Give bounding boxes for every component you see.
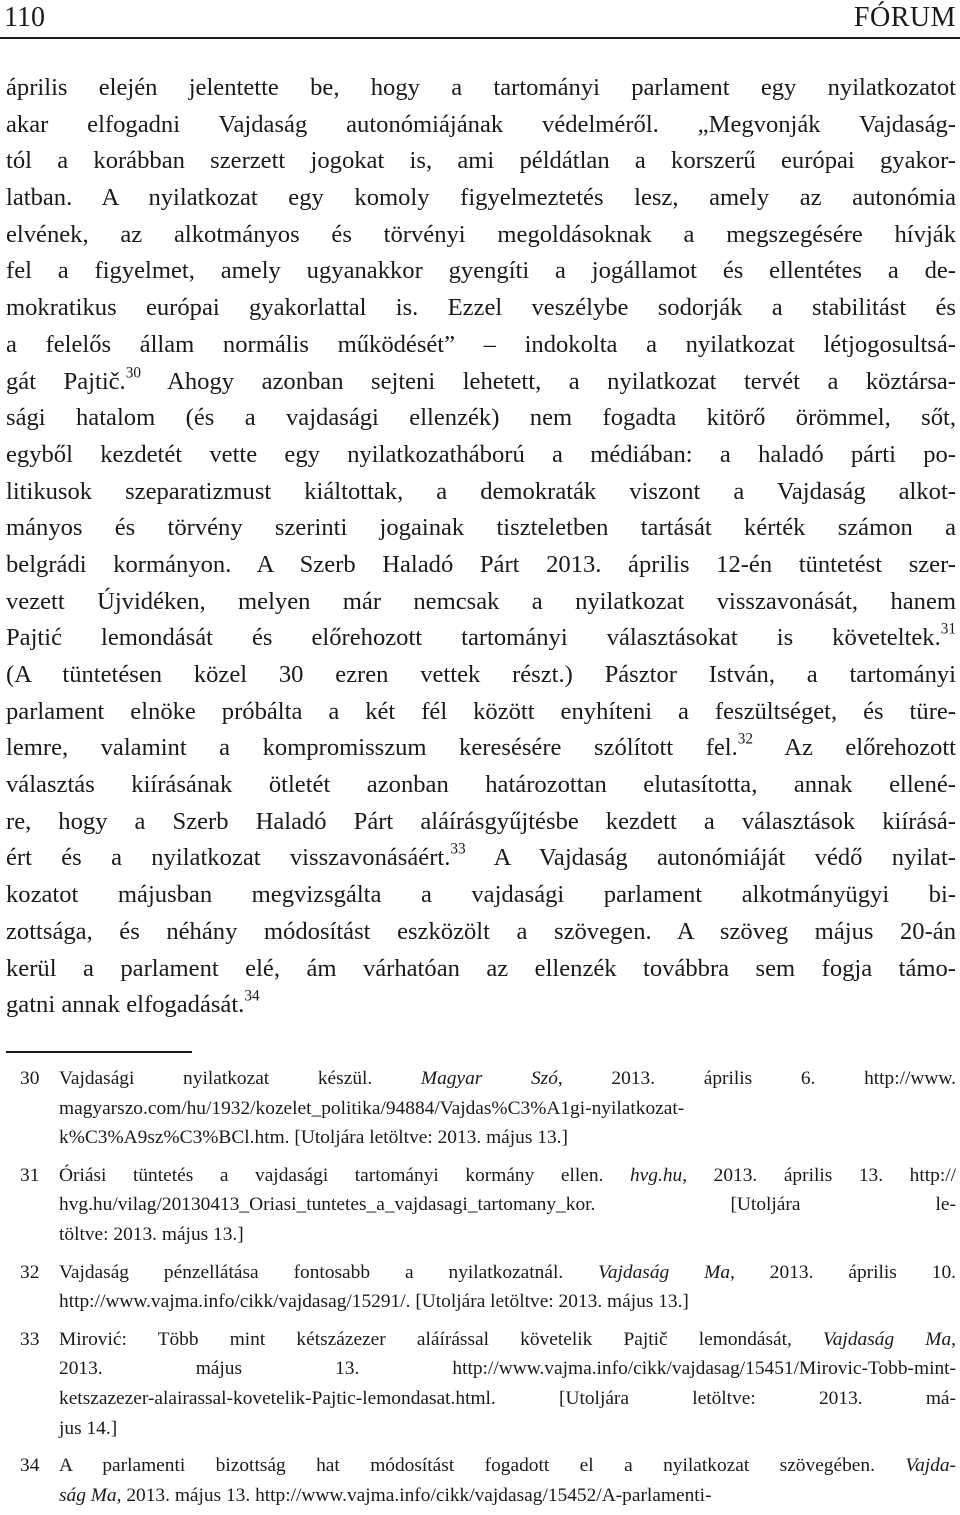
text-line: parlament elnöke próbálta a két fél között enyhíteni a feszültséget, és türe- [6, 697, 956, 725]
footnote-text: , 2013. május 13. http://www.vajma.info/cikk/vajdasag/15452/A-parlamenti- [116, 1484, 712, 1506]
footnote-ref: 33 [450, 841, 466, 858]
footnote-line [59, 1451, 956, 1481]
footnote-text: Mirović: Több mint kétszázezer aláírással követelik Pajtič lemondását, [59, 1328, 824, 1350]
text-line: elvének, az alkotmányos és törvényi megoldásoknak a megszegésére hívják [6, 220, 956, 248]
footnote-line [59, 1220, 956, 1250]
source-title: hvg.hu [629, 1164, 683, 1186]
footnote-text: magyarszo.com/hu/1932/kozelet_politika/94884/Vajdas%C3%A1gi-nyilatkozat- [59, 1097, 685, 1119]
text-line: belgrádi kormányon. A Szerb Haladó Párt 2013. április 12-én tüntetést szer- [6, 550, 956, 578]
text-line: egyből kezdetét vette egy nyilatkozatháború a médiában: a haladó párti po- [6, 440, 956, 468]
text-line [6, 730, 956, 767]
source-title: Vajdaság Ma [598, 1261, 731, 1283]
text-line: litikusok szeparatizmust kiáltottak, a demokraták viszont a Vajdaság alkot- [6, 477, 956, 505]
text-segment: gatni annak elfogadását. [6, 991, 245, 1019]
footnote-line [59, 1190, 956, 1220]
footnote-line [59, 1384, 956, 1414]
text-segment: Pajtić lemondását és előrehozott tartományi választásokat is követeltek. [6, 624, 941, 652]
footnote-gap [6, 1153, 956, 1161]
footnote-number: 30 [20, 1068, 40, 1089]
journal-title: FÓRUM [853, 2, 956, 33]
footnote-ref: 30 [125, 364, 141, 382]
footnote-line [59, 1123, 956, 1153]
text-line: kozatot májusban megvizsgálta a vajdasági parlament alkotmányügyi bi- [6, 881, 956, 909]
footnote-line [59, 1064, 956, 1094]
footnote-text: A parlamenti bizottság hat módosítást fogadott el a nyilatkozat szövegében. [59, 1455, 906, 1477]
text-segment: A Vajdaság autonómiáját védő nyilat- [465, 844, 957, 872]
footnote-number: 31 [20, 1164, 40, 1186]
footnote-number: 32 [20, 1261, 40, 1283]
footnote-number: 34 [20, 1455, 40, 1477]
footnote-separator [6, 1051, 192, 1053]
text-line [6, 620, 956, 657]
footnote-gap [6, 1443, 956, 1451]
text-line: re, hogy a Szerb Haladó Párt aláírásgyűjtésbe kezdett a választások kiírásá- [6, 807, 956, 835]
footnote-text: , 2013. április 10. [730, 1261, 956, 1283]
footnotes [6, 1064, 956, 1510]
footnote [6, 1325, 956, 1443]
footnote-line [59, 1414, 956, 1444]
footnote-text: Vajdaság pénzellátása fontosabb a nyilatkozatnál. [59, 1261, 599, 1283]
text-line [6, 840, 956, 877]
text-line: sági hatalom (és a vajdasági ellenzék) nem fogadta kitörő örömmel, sőt, [6, 404, 956, 432]
text-segment: lemre, valamint a kompromisszum keresésére szólított fel. [6, 734, 738, 762]
running-header [0, 0, 960, 38]
footnote-line [59, 1287, 956, 1317]
footnote-ref: 32 [737, 730, 754, 748]
source-title: ság Ma [59, 1484, 117, 1506]
footnote-ref: 31 [940, 620, 956, 638]
footnote-ref: 34 [244, 987, 260, 1005]
footnote-text: , [951, 1328, 956, 1350]
text-line: (A tüntetésen közel 30 ezren vettek részt.) Pásztor István, a tartományi [6, 661, 956, 688]
text-line: zottsága, és néhány módosítást eszközölt a szövegen. A szöveg május 20-án [6, 917, 956, 945]
text-segment: Az előrehozott [753, 734, 956, 762]
footnote-number: 33 [20, 1328, 40, 1350]
footnote-text: töltve: 2013. május 13.] [59, 1223, 244, 1245]
text-line: választás kiírásának ötletét azonban határozottan elutasította, annak ellené- [6, 771, 956, 799]
footnote-text: , 2013. április 13. http:// [682, 1164, 956, 1186]
text-line: vezett Újvidéken, melyen már nemcsak a nyilatkozat visszavonását, hanem [6, 587, 956, 615]
main-text [6, 70, 956, 1024]
footnote-text: jus 14.] [59, 1417, 118, 1439]
text-line: fel a figyelmet, amely ugyanakkor gyengíti a jogállamot és ellentétes a de- [6, 257, 956, 285]
page-number: 110 [4, 2, 45, 33]
footnote-text: http://www.vajma.info/cikk/vajdasag/15291/. [Utoljára letöltve: 2013. május 13.] [59, 1291, 689, 1313]
text-line [6, 364, 956, 401]
source-title: Magyar Szó [420, 1068, 558, 1089]
footnote-line [59, 1161, 956, 1191]
footnote-gap [6, 1250, 956, 1258]
text-line: kerül a parlament elé, ám várhatóan az ellenzék továbbra sem fogja támo- [6, 954, 956, 982]
footnote-line [59, 1354, 956, 1384]
text-line: mányos és törvény szerinti jogainak tiszteletben tartását kérték számon a [6, 514, 956, 542]
footnote [6, 1258, 956, 1317]
footnote-text: hvg.hu/vilag/20130413_Oriasi_tuntetes_a_vajdasagi_tartomany_kor. [Utoljára le- [59, 1194, 956, 1216]
text-line: tól a korábban szerzett jogokat is, ami példátlan a korszerű európai gyakor- [6, 147, 956, 175]
source-title: Vajda- [905, 1455, 956, 1477]
text-segment: Ahogy azonban sejteni lehetett, a nyilatkozat tervét a köztársa- [140, 367, 956, 395]
source-title: Vajdaság Ma [823, 1328, 952, 1350]
text-segment: ért és a nyilatkozat visszavonásáért. [6, 844, 451, 872]
text-segment: gát Pajtič. [6, 367, 126, 395]
footnote-text: ketszazezer-alairassal-kovetelik-Pajtic-lemondasat.html. [Utoljára letöltve: 2013. má- [59, 1387, 956, 1409]
footnote-gap [6, 1317, 956, 1325]
text-line [6, 987, 956, 1024]
footnote [6, 1161, 956, 1250]
text-line: mokratikus európai gyakorlattal is. Ezzel veszélybe sodorják a stabilitást és [6, 294, 956, 322]
text-line: a felelős állam normális működését” – indokolta a nyilatkozat létjogosultsá- [6, 330, 956, 358]
footnote-text: , 2013. április 6. http://www. [557, 1068, 956, 1089]
text-line: latban. A nyilatkozat egy komoly figyelmeztetés lesz, amely az autonómia [6, 184, 956, 212]
footnote-text: Vajdasági nyilatkozat készül. [59, 1068, 421, 1089]
text-line: április elején jelentette be, hogy a tartományi parlament egy nyilatkozatot [6, 74, 956, 101]
footnote-text: 2013. május 13. http://www.vajma.info/cikk/vajdasag/15451/Mirovic-Tobb-mint- [59, 1358, 956, 1380]
footnote [6, 1064, 956, 1153]
footnote-line [59, 1258, 956, 1288]
footnote-line [59, 1481, 956, 1511]
footnote-text: k%C3%A9sz%C3%BCl.htm. [Utoljára letöltve: 2013. május 13.] [59, 1127, 568, 1149]
footnote-line [59, 1094, 956, 1124]
footnote-line [59, 1325, 956, 1355]
footnote [6, 1451, 956, 1510]
text-line: akar elfogadni Vajdaság autonómiájának védelméről. „Megvonják Vajdaság- [6, 110, 956, 138]
header-rule [0, 37, 960, 39]
footnote-text: Óriási tüntetés a vajdasági tartományi kormány ellen. [59, 1164, 630, 1186]
